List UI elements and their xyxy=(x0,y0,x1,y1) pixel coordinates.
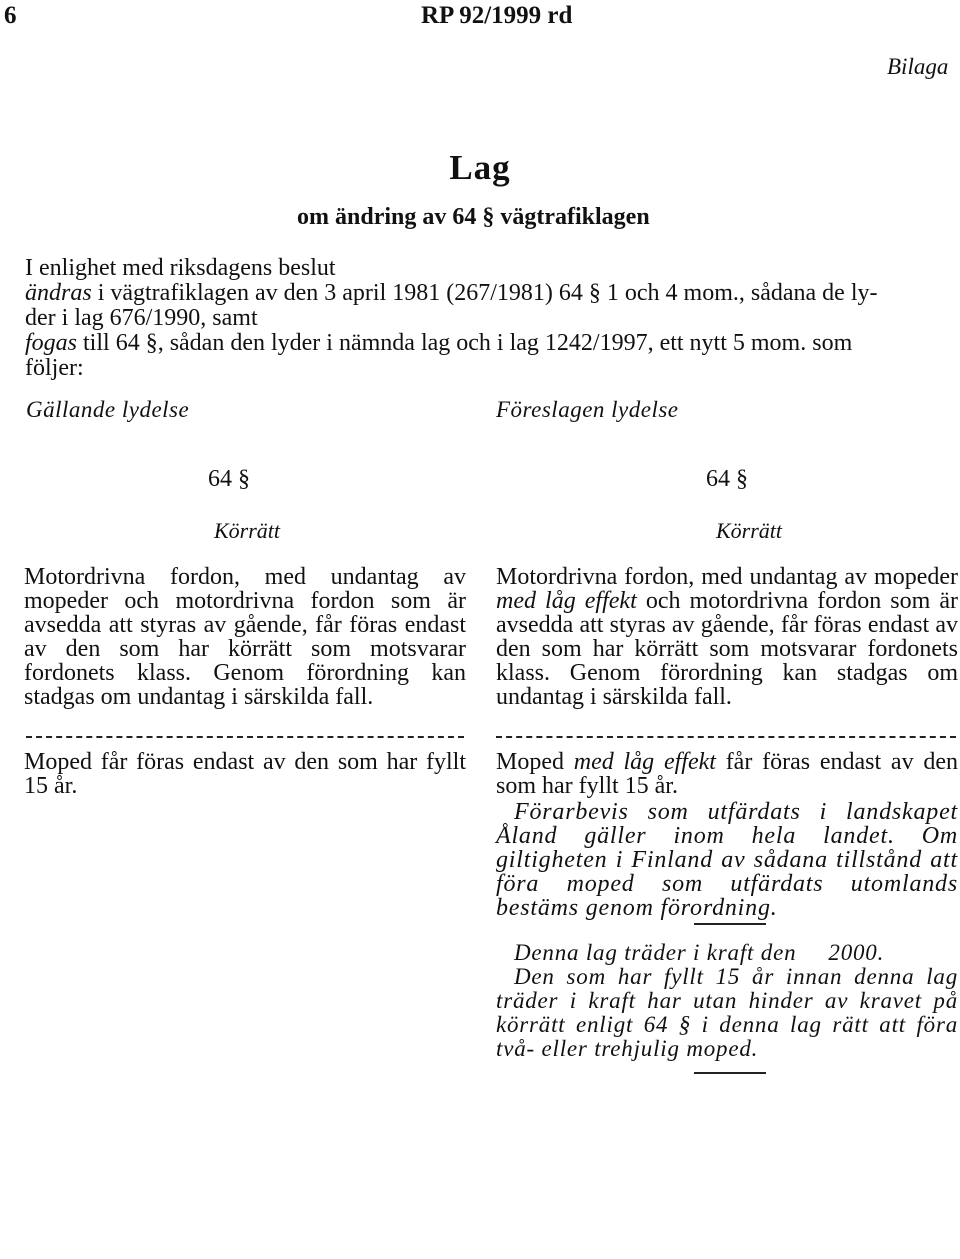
entry-into-force-line xyxy=(514,940,884,966)
intro-line-1: I enlighet med riksdagens beslut xyxy=(25,255,336,281)
entry-into-force-year: 2000. xyxy=(828,940,885,965)
right-paragraph-1 xyxy=(496,565,958,709)
right-para1-end: och motordrivna fordon som är avsedda att styras av gående, får föras endast av den som har körrätt som motsvarar fordonets klass. Genom förordning kan stadgas om undantag i särskilda fall. xyxy=(496,588,958,710)
right-para1-emphasis: med låg effekt xyxy=(496,588,637,614)
intro-add-text: till 64 §, sådan den lyder i nämnda lag och i lag 1242/1997, ett nytt 5 mom. som xyxy=(77,330,853,356)
law-subtitle: om ändring av 64 § vägtrafiklagen xyxy=(297,204,650,230)
right-section-number: 64 § xyxy=(706,466,748,492)
left-column-text xyxy=(24,565,466,709)
right-para2-emphasis: med låg effekt xyxy=(573,749,716,775)
right-paragraph-3: Förarbevis som utfärdats i landskapet Åland gäller inom hela landet. Om giltigheten i Finland av sådana tillstånd att föra moped som utfärdats utomlands bestäms genom förordning. xyxy=(496,799,958,921)
left-section-number: 64 § xyxy=(208,466,250,492)
proposed-wording-heading: Föreslagen lydelse xyxy=(496,397,679,422)
left-paragraph-2: Moped får föras endast av den som har fyllt 15 år. xyxy=(24,749,466,799)
intro-line-5: följer: xyxy=(25,355,84,381)
right-paragraph-2 xyxy=(496,750,958,798)
right-column-text-2 xyxy=(496,750,958,920)
end-rule xyxy=(694,1072,766,1074)
left-section-heading: Körrätt xyxy=(214,518,281,543)
omission-dashed-line-right xyxy=(496,736,956,738)
law-title: Lag xyxy=(449,148,511,187)
annex-label: Bilaga xyxy=(887,54,949,79)
left-paragraph-1: Motordrivna fordon, med undantag av mopeder och motordrivna fordon som är avsedda att styras av gående, får föras endast av den som har körrätt som motsvarar fordonets klass. Genom förordning kan stadgas om undantag i särskilda fall. xyxy=(24,564,466,710)
omission-dashed-line xyxy=(26,736,464,738)
separator-rule xyxy=(694,923,766,925)
transitional-provision: Den som har fyllt 15 år innan denna lag träder i kraft har utan hinder av kravet på körrätt enligt 64 § i denna lag rätt att föra två- eller trehjulig moped. xyxy=(496,964,958,1061)
intro-amend-keyword: ändras xyxy=(25,280,92,306)
right-section-heading: Körrätt xyxy=(716,518,783,543)
right-para1-start: Motordrivna fordon, med undantag av mopeder xyxy=(496,564,958,590)
right-para2-start: Moped xyxy=(496,749,574,775)
current-wording-heading: Gällande lydelse xyxy=(26,397,190,422)
intro-line-4 xyxy=(25,331,852,356)
left-column-text-2 xyxy=(24,750,466,798)
intro-line-2 xyxy=(25,281,878,306)
intro-amend-text: i vägtrafiklagen av den 3 april 1981 (267/1981) 64 § 1 och 4 mom., sådana de ly- xyxy=(91,280,878,306)
right-column-text xyxy=(496,565,958,709)
entry-into-force-text: Denna lag träder i kraft den xyxy=(514,940,797,965)
right-para2-end: får föras endast av den som har fyllt 15 år. xyxy=(496,749,958,799)
intro-line-3: der i lag 676/1990, samt xyxy=(25,305,258,331)
running-title: RP 92/1999 rd xyxy=(421,2,573,29)
page-number: 6 xyxy=(4,2,17,29)
intro-add-keyword: fogas xyxy=(25,330,78,356)
